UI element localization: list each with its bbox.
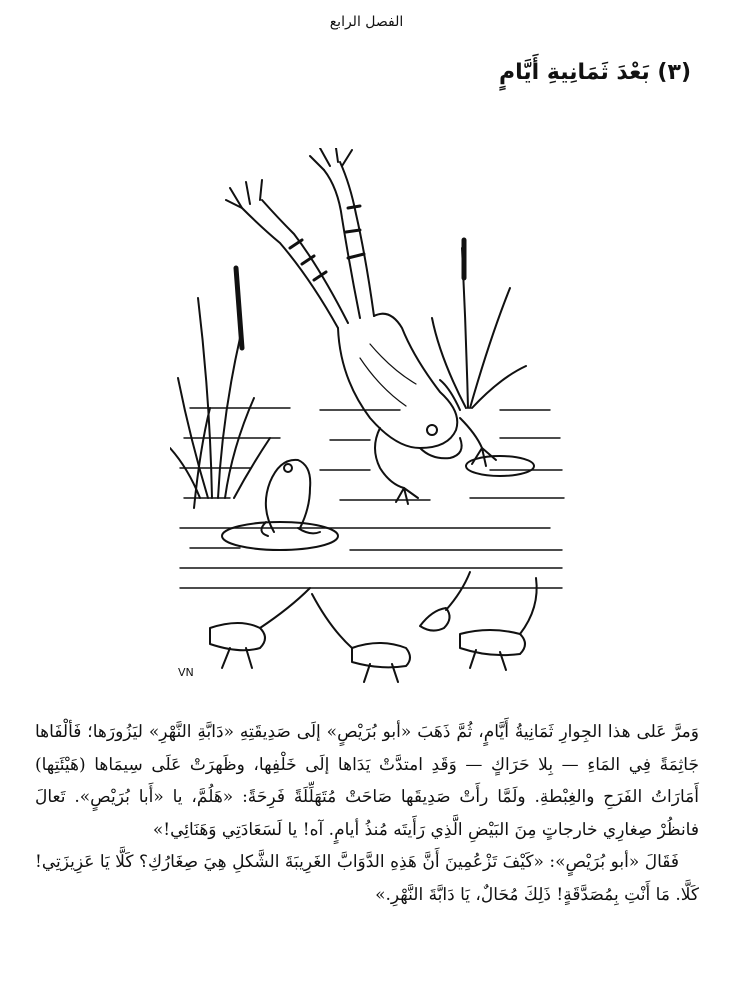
diving-frog: [226, 148, 496, 504]
paragraph-2: فَقَالَ «أبو بُرَيْصٍ»: «كَيْفَ تَزْعُمِينَ أَنَّ هَذِهِ الدَّوَابَّ الغَرِيبَةَ الشَّكلِ هِيَ صِغَارُكِ؟ كَلَّا يَا عَزِيزَتِي! كَلَّا. مَا أَنْتِ بِمُصَدَّقَةٍ! ذَلِكَ مُحَالٌ، يَا دَابَّةَ النَّهْرِ.»: [35, 852, 699, 905]
body-text: [35, 716, 699, 911]
artist-signature: VN: [178, 666, 194, 679]
frogs-and-tadpoles-illustration: [170, 148, 570, 688]
paragraph-1: وَمرَّ عَلى هذا الجِوارِ ثَمَانِيةُ أَيَّامٍ، ثُمَّ ذَهَبَ «أبو بُرَيْصٍ» إلَى صَدِيقَتِهِ «دَابَّةِ النَّهْرِ» ليَزُورَها؛ فَألْفَاها جَاثِمَةً فِي المَاءِ — بِلا حَرَاكٍ — وَقَدِ امتدَّتْ يَدَاها إلَى خَلْفِها، وظَهرَتْ عَلَى سِيمَاها (هَيْئَتِها) أَمَارَاتُ الفَرَحِ والغِبْطةِ. ولَمَّا رأَتْ صَدِيقَها صَاحَتْ مُتَهَلِّلَةً فَرِحَةً: «هَلُمَّ، يا «أَبا بُرَيْصٍ». تَعالَ فانظُرْ صِغارِي خارجاتٍ مِنَ البَيْضِ الَّذِي رَأَيتَه مُنذُ أيامٍ. آه! يا لَسَعَادَتِي وَهَنَائِي!»: [35, 722, 699, 840]
section-title: (٣) بَعْدَ ثَمَانِيةِ أَيَّامٍ: [499, 60, 691, 85]
reeds-left: [170, 268, 270, 508]
chapter-header: الفصل الرابع: [329, 14, 404, 30]
lily-pad: [466, 456, 534, 476]
reeds-right: [432, 240, 526, 410]
water-surface: [180, 408, 564, 588]
lily-pad: [222, 522, 338, 550]
